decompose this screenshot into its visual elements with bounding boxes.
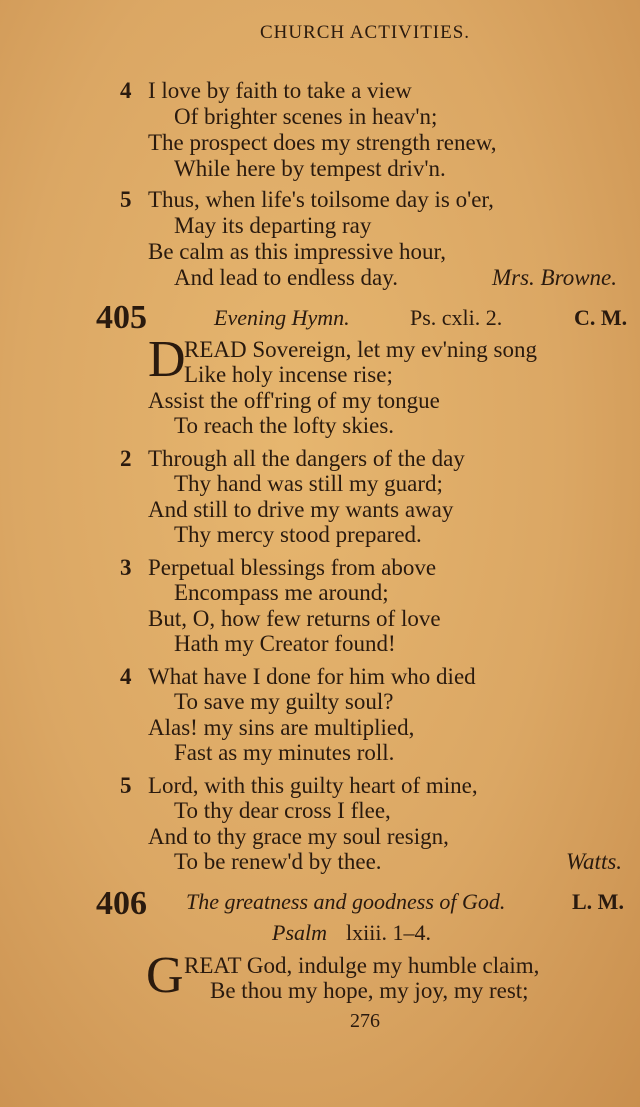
hymn-meter: C. M. bbox=[574, 305, 628, 330]
scripture-reference: Ps. cxli. 2. bbox=[410, 305, 503, 330]
hymn-line: Through all the dangers of the day bbox=[148, 446, 465, 471]
hymn-line: What have I done for him who died bbox=[148, 664, 476, 689]
page-number: 276 bbox=[350, 1010, 380, 1032]
hymn-line: To be renew'd by thee. bbox=[174, 849, 382, 874]
hymn-number: 406 bbox=[96, 885, 147, 922]
hymn-line: REAT God, indulge my humble claim, bbox=[184, 953, 540, 978]
hymn-line: Hath my Creator found! bbox=[174, 631, 396, 656]
psalm-reference: lxiii. 1–4. bbox=[346, 920, 431, 945]
hymn-line: Perpetual blessings from above bbox=[148, 555, 437, 580]
hymn-line: Lord, with this guilty heart of mine, bbox=[148, 773, 478, 798]
hymn-line: I love by faith to take a view bbox=[148, 78, 412, 103]
hymn-line: Encompass me around; bbox=[174, 580, 389, 605]
hymn-line: And lead to endless day. bbox=[174, 265, 398, 290]
running-header: CHURCH ACTIVITIES. bbox=[259, 22, 471, 43]
hymn-meter: L. M. bbox=[572, 889, 624, 914]
hymn-line: And still to drive my wants away bbox=[148, 497, 454, 522]
hymn-line: READ Sovereign, let my ev'ning song bbox=[184, 337, 537, 362]
stanza-number: 3 bbox=[120, 555, 132, 580]
stanza-number: 4 bbox=[120, 664, 132, 689]
hymn-line: Alas! my sins are multiplied, bbox=[148, 715, 415, 740]
hymn-line: Be calm as this impressive hour, bbox=[148, 239, 447, 264]
hymn-title: Evening Hymn. bbox=[214, 305, 350, 330]
drop-cap: D bbox=[148, 331, 186, 388]
hymn-line: To save my guilty soul? bbox=[174, 689, 394, 714]
hymn-line: Be thou my hope, my joy, my rest; bbox=[210, 978, 529, 1003]
hymn-author: Mrs. Browne. bbox=[492, 265, 618, 290]
stanza-number: 4 bbox=[120, 78, 132, 103]
stanza-number: 5 bbox=[120, 773, 132, 798]
drop-cap: G bbox=[146, 947, 184, 1004]
hymn-line: While here by tempest driv'n. bbox=[174, 156, 446, 181]
hymn-line: Thy mercy stood prepared. bbox=[174, 522, 422, 547]
hymn-line: Thy hand was still my guard; bbox=[174, 471, 443, 496]
hymn-line: Assist the off'ring of my tongue bbox=[148, 388, 440, 413]
hymn-line: The prospect does my strength renew, bbox=[148, 130, 497, 155]
hymn-line: Thus, when life's toilsome day is o'er, bbox=[148, 187, 494, 212]
hymn-line: Of brighter scenes in heav'n; bbox=[174, 104, 438, 129]
hymn-number: 405 bbox=[96, 299, 147, 336]
hymn-author: Watts. bbox=[566, 849, 623, 874]
hymn-line: But, O, how few returns of love bbox=[148, 606, 441, 631]
hymn-line: Like holy incense rise; bbox=[184, 362, 393, 387]
hymn-line: Fast as my minutes roll. bbox=[174, 740, 395, 765]
stanza-number: 2 bbox=[120, 446, 132, 471]
hymn-line: May its departing ray bbox=[174, 213, 372, 238]
hymn-line: To reach the lofty skies. bbox=[174, 413, 395, 438]
hymn-line: And to thy grace my soul resign, bbox=[148, 824, 449, 849]
hymn-title: The greatness and goodness of God. bbox=[186, 889, 506, 914]
psalm-label: Psalm bbox=[272, 920, 327, 945]
stanza-number: 5 bbox=[120, 187, 132, 212]
hymn-line: To thy dear cross I flee, bbox=[174, 798, 391, 823]
